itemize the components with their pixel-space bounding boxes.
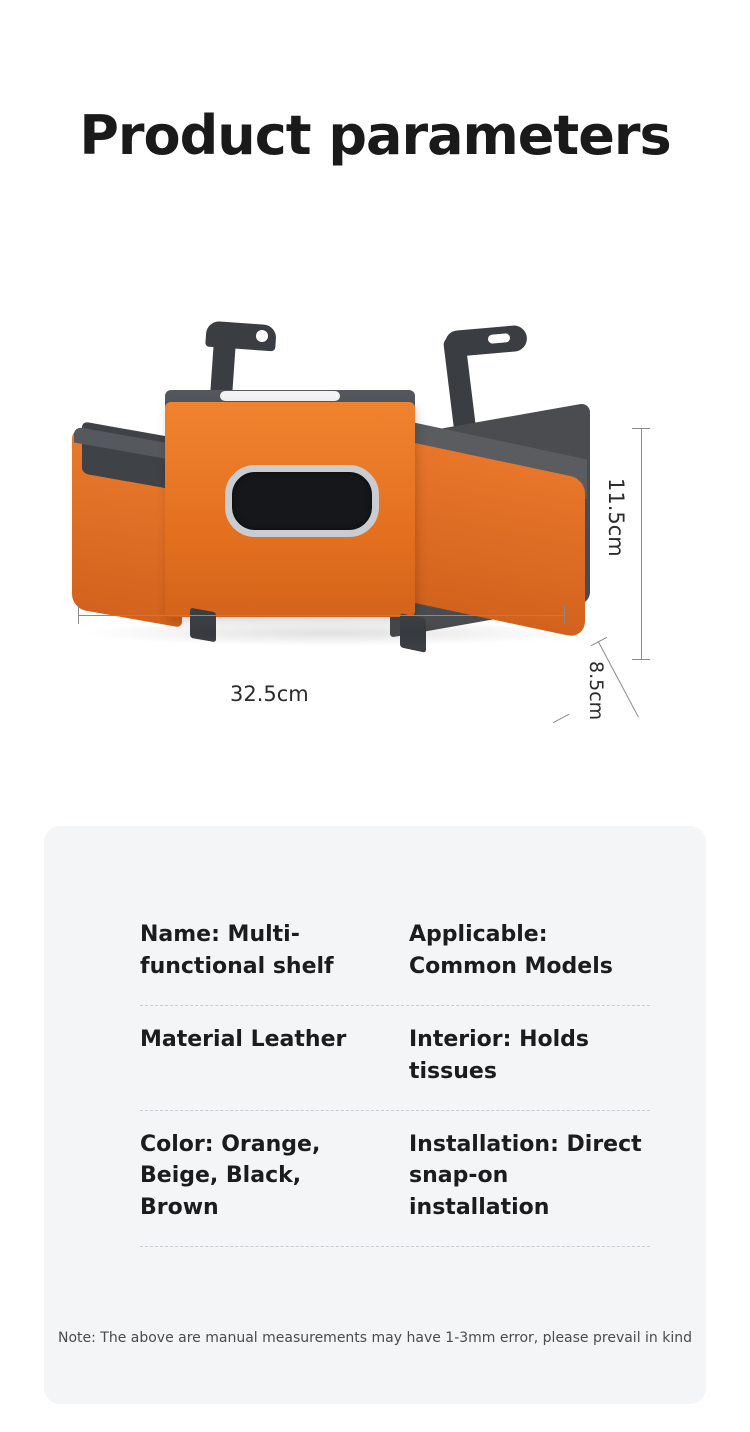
specification-card [44, 826, 706, 1404]
spec-material: Material Leather [140, 1026, 347, 1052]
width-dimension-label: 32.5cm [230, 682, 309, 706]
height-dimension-label: 11.5cm [604, 478, 628, 557]
product-shadow [80, 620, 580, 646]
spec-name: Name: Multi-functional shelf [140, 922, 334, 979]
specification-table [140, 901, 650, 1247]
depth-dimension-label: 8.5cm [585, 661, 607, 721]
product-image-figure [0, 270, 750, 770]
spec-applicable: Applicable: Common Models [409, 922, 613, 979]
height-dimension-cap-top [632, 428, 650, 429]
table-row [140, 1111, 650, 1248]
table-row [140, 901, 650, 1006]
width-dimension-line [78, 615, 565, 616]
spec-color: Color: Orange, Beige, Black, Brown [140, 1131, 321, 1221]
width-dimension-cap-right [564, 606, 565, 624]
width-dimension-cap-left [78, 606, 79, 624]
page-title: Product parameters [79, 104, 671, 167]
tissue-opening-icon [225, 465, 379, 537]
hook-left-hole-icon [256, 330, 268, 342]
measurement-note: Note: The above are manual measurements may have 1-3mm error, please prevail in kind [57, 1330, 693, 1346]
spec-interior: Interior: Holds tissues [409, 1026, 590, 1084]
spec-installation: Installation: Direct snap-on installation [409, 1131, 642, 1221]
hook-right-top-icon [444, 324, 528, 357]
table-row [140, 1006, 650, 1111]
height-dimension-line [641, 428, 642, 660]
height-dimension-cap-bottom [632, 659, 650, 660]
tissue-box-slot [220, 391, 340, 401]
